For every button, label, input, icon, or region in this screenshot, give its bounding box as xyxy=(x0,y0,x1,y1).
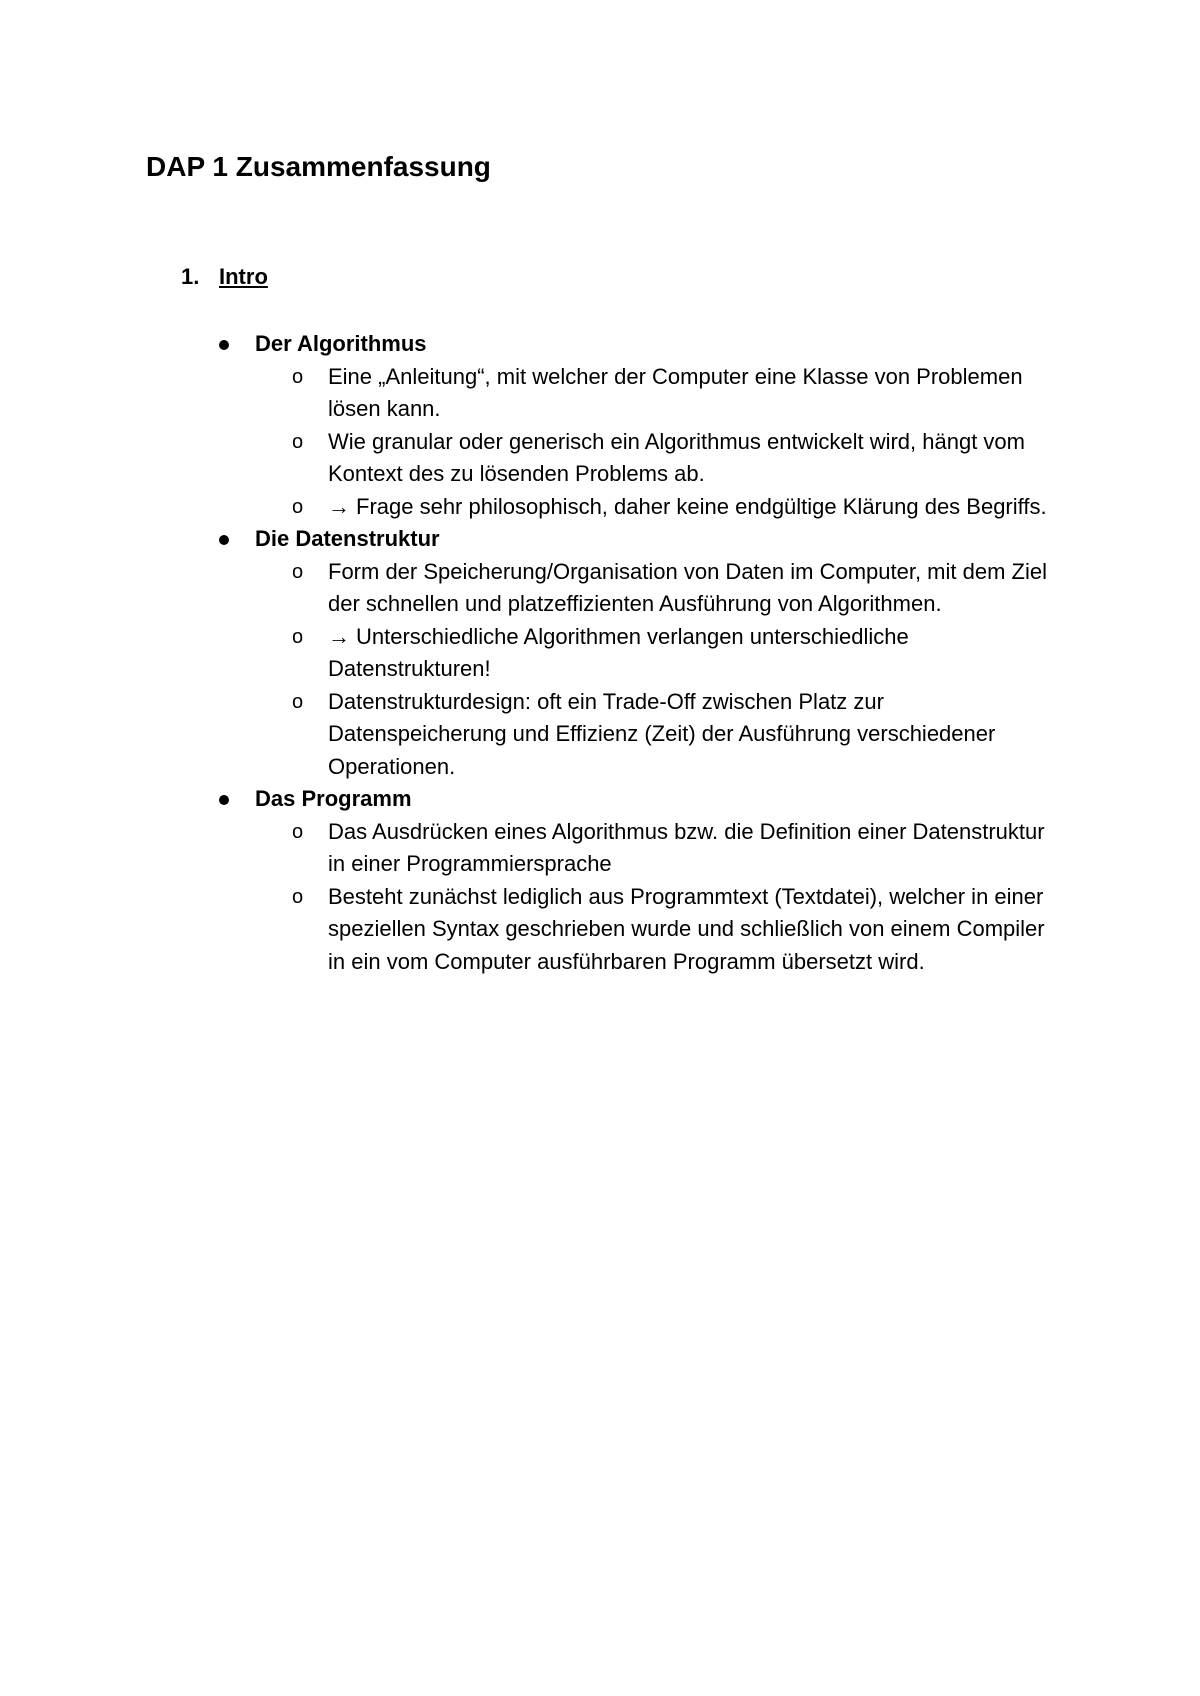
circle-bullet-icon: o xyxy=(292,885,304,908)
sub-item-text: Form der Speicherung/Organisation von Daten im Computer, mit dem Ziel der schnellen und platzeffizienten Ausführung von Algorithmen. xyxy=(328,558,1047,616)
sub-item xyxy=(0,426,1200,491)
sub-item xyxy=(0,361,1200,426)
sub-item-text: Das Ausdrücken eines Algorithmus bzw. die Definition einer Datenstruktur in einer Programmiersprache xyxy=(328,818,1045,876)
section-heading xyxy=(181,262,268,292)
bullet-item xyxy=(0,523,1200,556)
document-title: DAP 1 Zusammenfassung xyxy=(146,151,491,182)
sub-item xyxy=(0,816,1200,881)
circle-bullet-icon: o xyxy=(292,625,304,648)
sub-list xyxy=(0,361,1200,524)
circle-bullet-icon: o xyxy=(292,365,304,388)
circle-bullet-icon: o xyxy=(292,560,304,583)
bullet-dot-icon xyxy=(219,795,229,805)
circle-bullet-icon: o xyxy=(292,690,304,713)
bullet-item xyxy=(0,783,1200,816)
sub-item xyxy=(0,621,1200,686)
document-body xyxy=(0,328,1200,978)
circle-bullet-icon: o xyxy=(292,495,304,518)
bullet-label: Die Datenstruktur xyxy=(255,526,440,551)
sub-list xyxy=(0,556,1200,784)
arrow-right-icon: → xyxy=(328,623,350,649)
section-number: 1. xyxy=(181,264,200,289)
bullet-label: Das Programm xyxy=(255,786,412,811)
sub-item xyxy=(0,491,1200,524)
sub-item xyxy=(0,686,1200,784)
bullet-item xyxy=(0,328,1200,361)
bullet-dot-icon xyxy=(219,535,229,545)
sub-item-text: Datenstrukturdesign: oft ein Trade-Off zwischen Platz zur Datenspeicherung und Effizienz (Zeit) der Ausführung verschiedener Operationen. xyxy=(328,688,996,779)
sub-item xyxy=(0,881,1200,979)
section-title: Intro xyxy=(219,264,268,289)
arrow-right-icon: → xyxy=(328,493,350,519)
sub-item-text: Eine „Anleitung“, mit welcher der Computer eine Klasse von Problemen lösen kann. xyxy=(328,363,1023,421)
sub-list xyxy=(0,816,1200,979)
sub-item xyxy=(0,556,1200,621)
sub-item-text: Besteht zunächst lediglich aus Programmtext (Textdatei), welcher in einer speziellen Syntax geschrieben wurde und schließlich von einem Compiler in ein vom Computer ausführbaren Programm übersetzt wird. xyxy=(328,883,1045,974)
bullet-label: Der Algorithmus xyxy=(255,331,427,356)
sub-item-text: Unterschiedliche Algorithmen verlangen unterschiedliche Datenstrukturen! xyxy=(328,623,909,681)
sub-item-text: Frage sehr philosophisch, daher keine endgültige Klärung des Begriffs. xyxy=(356,493,1047,519)
bullet-dot-icon xyxy=(219,340,229,350)
circle-bullet-icon: o xyxy=(292,430,304,453)
circle-bullet-icon: o xyxy=(292,820,304,843)
sub-item-text: Wie granular oder generisch ein Algorithmus entwickelt wird, hängt vom Kontext des zu lösenden Problems ab. xyxy=(328,428,1025,486)
